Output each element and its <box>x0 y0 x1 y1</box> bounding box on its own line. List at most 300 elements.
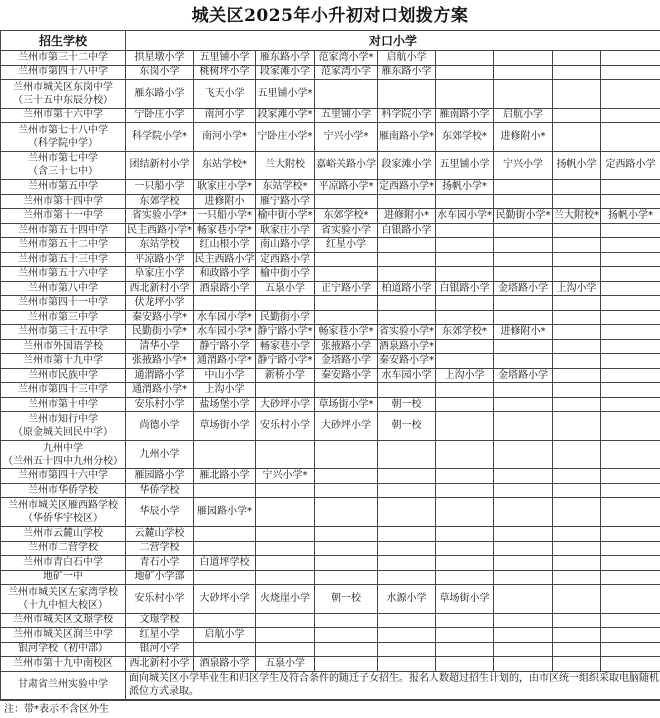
feeder-school: 白银路小学 <box>378 223 436 238</box>
feeder-school <box>601 267 660 282</box>
table-row <box>1 296 660 311</box>
table-row <box>1 642 660 657</box>
feeder-school: 五里铺小学* <box>256 80 315 109</box>
enrolling-school: 兰州市城关区左家湾学校 （十九中恒大校区） <box>1 585 126 614</box>
feeder-school <box>436 383 494 398</box>
feeder-school: 水车园小学* <box>194 310 256 325</box>
feeder-school <box>256 383 315 398</box>
feeder-school <box>601 585 660 614</box>
school-column-header: 招生学校 <box>1 31 126 51</box>
feeder-school: 二营学校 <box>126 541 194 556</box>
feeder-school: 水车园小学 <box>378 368 436 383</box>
feeder-school <box>553 325 601 340</box>
feeder-school <box>315 194 378 209</box>
feeder-school: 华侨学校 <box>126 483 194 498</box>
feeder-school: 秦安路小学* <box>378 354 436 369</box>
feeder-school <box>256 483 315 498</box>
feeder-school <box>378 527 436 542</box>
feeder-school <box>436 238 494 253</box>
feeder-school <box>601 613 660 628</box>
table-row <box>1 180 660 195</box>
feeder-school <box>601 383 660 398</box>
enrolling-school: 兰州市第四十三中学 <box>1 383 126 398</box>
table-row <box>1 123 660 152</box>
feeder-school: 酒泉路小学 <box>194 657 256 672</box>
feeder-school <box>436 397 494 412</box>
feeder-school: 五里铺小学 <box>436 151 494 180</box>
enrolling-school: 兰州市第十四中学 <box>1 194 126 209</box>
feeder-school <box>436 613 494 628</box>
feeder-school <box>494 51 553 66</box>
feeder-school <box>553 354 601 369</box>
table-row <box>1 339 660 354</box>
feeder-school <box>553 65 601 80</box>
feeder-school: 火烧崖小学 <box>256 585 315 614</box>
feeder-school <box>494 541 553 556</box>
feeder-school <box>436 556 494 571</box>
feeder-school: 扬帆小学* <box>436 180 494 195</box>
page-title: 城关区2025年小升初对口划拨方案 <box>0 0 660 30</box>
feeder-school: 平凉路小学 <box>126 252 194 267</box>
feeder-school <box>494 383 553 398</box>
feeder-school <box>601 65 660 80</box>
feeder-school: 定西路小学 <box>256 252 315 267</box>
feeder-school: 榆中街小学* <box>256 209 315 224</box>
feeder-school: 宁卧庄小学* <box>256 123 315 152</box>
feeder-school <box>378 498 436 527</box>
feeder-school <box>378 613 436 628</box>
feeder-school <box>553 642 601 657</box>
feeder-school: 尚德小学 <box>126 412 194 441</box>
enrolling-school: 兰州市第七中学 （含三十七中） <box>1 151 126 180</box>
feeder-school <box>315 498 378 527</box>
feeder-school: 雁东路小学 <box>256 51 315 66</box>
feeder-school <box>494 469 553 484</box>
feeder-school: 耿家庄小学* <box>194 180 256 195</box>
feeder-school: 和政路小学 <box>194 267 256 282</box>
feeder-school: 安乐村小学 <box>256 412 315 441</box>
feeder-school: 雁园路小学* <box>194 498 256 527</box>
footnote: 注：带*表示不含区外生 <box>0 700 660 718</box>
feeder-school <box>494 252 553 267</box>
feeder-school <box>315 483 378 498</box>
feeder-school <box>553 383 601 398</box>
feeder-school: 民主西路小学* <box>126 223 194 238</box>
special-row <box>1 671 660 700</box>
feeder-school <box>436 267 494 282</box>
feeder-school <box>494 585 553 614</box>
feeder-school <box>553 628 601 643</box>
table-row <box>1 527 660 542</box>
feeder-school <box>436 527 494 542</box>
feeder-school: 水源小学 <box>378 585 436 614</box>
enrolling-school: 兰州市城关区雁西路学校 （华侨华宇校区） <box>1 498 126 527</box>
feeder-school: 畅家巷小学* <box>194 223 256 238</box>
feeder-school: 定西路小学 <box>601 151 660 180</box>
feeder-school <box>601 628 660 643</box>
feeder-school <box>378 238 436 253</box>
enrolling-school: 兰州市二营学校 <box>1 541 126 556</box>
header-row <box>1 31 660 51</box>
feeder-school <box>494 238 553 253</box>
feeder-school <box>601 180 660 195</box>
feeder-school <box>494 613 553 628</box>
table-row <box>1 325 660 340</box>
allocation-table <box>0 30 660 700</box>
feeder-school: 拱星墩小学 <box>126 51 194 66</box>
feeder-school <box>553 397 601 412</box>
feeder-school <box>436 65 494 80</box>
table-row <box>1 194 660 209</box>
feeder-column-header: 对口小学 <box>126 31 660 51</box>
feeder-school <box>553 613 601 628</box>
feeder-school: 团结新村小学 <box>126 151 194 180</box>
feeder-school <box>601 397 660 412</box>
enrolling-school: 地矿一中 <box>1 570 126 585</box>
enrolling-school: 兰州市城关区东岗中学 （三十五中东辰分校） <box>1 80 126 109</box>
feeder-school <box>553 223 601 238</box>
feeder-school: 桃树坪小学 <box>194 65 256 80</box>
feeder-school <box>494 483 553 498</box>
feeder-school: 清华小学 <box>126 339 194 354</box>
feeder-school: 东郊学校* <box>436 123 494 152</box>
feeder-school <box>315 296 378 311</box>
feeder-school <box>601 440 660 469</box>
feeder-school: 民勤街小学* <box>126 325 194 340</box>
table-row <box>1 556 660 571</box>
feeder-school <box>553 483 601 498</box>
feeder-school <box>315 642 378 657</box>
feeder-school: 雁宁路小学 <box>256 194 315 209</box>
enrolling-school: 兰州市云麓山学校 <box>1 527 126 542</box>
feeder-school <box>436 252 494 267</box>
table-row <box>1 613 660 628</box>
enrolling-school: 兰州市第八中学 <box>1 281 126 296</box>
feeder-school <box>194 613 256 628</box>
feeder-school <box>553 296 601 311</box>
feeder-school: 静宁路小学 <box>194 339 256 354</box>
feeder-school <box>436 354 494 369</box>
feeder-school: 雁园路小学 <box>126 469 194 484</box>
table-row <box>1 483 660 498</box>
feeder-school <box>256 570 315 585</box>
feeder-school: 文璟学校 <box>126 613 194 628</box>
enrolling-school: 兰州市第五十二中学 <box>1 238 126 253</box>
feeder-school <box>494 412 553 441</box>
feeder-school <box>436 570 494 585</box>
table-row <box>1 354 660 369</box>
feeder-school <box>601 310 660 325</box>
feeder-school: 进修附小* <box>378 209 436 224</box>
feeder-school: 民勤街小学* <box>494 209 553 224</box>
feeder-school <box>378 310 436 325</box>
feeder-school <box>553 541 601 556</box>
enrolling-school: 兰州市第十一中学 <box>1 209 126 224</box>
feeder-school <box>315 252 378 267</box>
feeder-school <box>436 194 494 209</box>
enrolling-school: 银河学校（初中部） <box>1 642 126 657</box>
feeder-school <box>378 483 436 498</box>
feeder-school: 大砂坪小学 <box>194 585 256 614</box>
feeder-school <box>436 469 494 484</box>
feeder-school <box>601 412 660 441</box>
table-row <box>1 267 660 282</box>
feeder-school <box>436 483 494 498</box>
feeder-school: 定西路小学* <box>378 180 436 195</box>
feeder-school: 东郊学校* <box>315 209 378 224</box>
feeder-school <box>315 80 378 109</box>
feeder-school <box>436 657 494 672</box>
feeder-school <box>601 498 660 527</box>
feeder-school: 青石小学 <box>126 556 194 571</box>
feeder-school: 扬帆小学 <box>553 151 601 180</box>
feeder-school <box>553 657 601 672</box>
enrolling-school: 甘肃省兰州实验中学 <box>1 671 126 700</box>
feeder-school: 五泉小学 <box>256 281 315 296</box>
feeder-school <box>494 180 553 195</box>
table-row <box>1 585 660 614</box>
enrolling-school: 兰州市城关区润兰中学 <box>1 628 126 643</box>
feeder-school: 宁兴小学 <box>494 151 553 180</box>
table-row <box>1 412 660 441</box>
feeder-school: 一只船小学* <box>194 209 256 224</box>
feeder-school <box>601 194 660 209</box>
feeder-school: 正宁路小学 <box>315 281 378 296</box>
enrolling-school: 兰州市第三中学 <box>1 310 126 325</box>
feeder-school: 南河小学* <box>194 123 256 152</box>
feeder-school: 酒泉路小学 <box>194 281 256 296</box>
table-row <box>1 80 660 109</box>
feeder-school: 启航小学 <box>378 51 436 66</box>
feeder-school <box>601 483 660 498</box>
enrolling-school: 兰州市第十九中南校区 <box>1 657 126 672</box>
feeder-school: 东站学校* <box>256 180 315 195</box>
feeder-school <box>378 194 436 209</box>
feeder-school <box>194 642 256 657</box>
feeder-school <box>494 310 553 325</box>
feeder-school: 上沟小学 <box>194 383 256 398</box>
feeder-school <box>601 469 660 484</box>
feeder-school <box>194 483 256 498</box>
feeder-school <box>378 80 436 109</box>
feeder-school <box>436 498 494 527</box>
feeder-school <box>494 556 553 571</box>
feeder-school <box>256 628 315 643</box>
feeder-school: 东岗小学 <box>126 65 194 80</box>
feeder-school: 大砂坪小学 <box>315 412 378 441</box>
feeder-school: 金塔路小学 <box>494 281 553 296</box>
feeder-school: 嘉峪关路小学 <box>315 151 378 180</box>
feeder-school: 柏道路小学 <box>378 281 436 296</box>
table-row <box>1 397 660 412</box>
feeder-school: 一只船小学 <box>126 180 194 195</box>
feeder-school <box>553 570 601 585</box>
table-row <box>1 108 660 123</box>
feeder-school: 金塔路小学 <box>494 368 553 383</box>
feeder-school: 水车园小学* <box>194 325 256 340</box>
table-row <box>1 440 660 469</box>
feeder-school <box>194 527 256 542</box>
feeder-school: 雁南路小学* <box>378 123 436 152</box>
table-row <box>1 238 660 253</box>
feeder-school <box>315 613 378 628</box>
feeder-school <box>378 469 436 484</box>
enrolling-school: 兰州市第十中学 <box>1 397 126 412</box>
enrolling-school: 兰州市第三十五中学 <box>1 325 126 340</box>
feeder-school: 云麓山学校 <box>126 527 194 542</box>
feeder-school: 省实验小学* <box>126 209 194 224</box>
feeder-school <box>553 469 601 484</box>
enrolling-school: 兰州市城关区文璟学校 <box>1 613 126 628</box>
feeder-school <box>256 296 315 311</box>
feeder-school <box>553 238 601 253</box>
feeder-school: 秦安路小学* <box>126 310 194 325</box>
feeder-school: 伏龙坪小学 <box>126 296 194 311</box>
feeder-school: 雁北路小学 <box>194 469 256 484</box>
feeder-school <box>601 354 660 369</box>
feeder-school <box>601 281 660 296</box>
feeder-school <box>553 123 601 152</box>
feeder-school <box>553 80 601 109</box>
feeder-school <box>436 642 494 657</box>
feeder-school <box>256 613 315 628</box>
feeder-school: 中山小学 <box>194 368 256 383</box>
feeder-school <box>315 570 378 585</box>
table-row <box>1 570 660 585</box>
feeder-school: 畅家巷小学 <box>256 339 315 354</box>
feeder-school: 地矿小学部 <box>126 570 194 585</box>
feeder-school: 南山路小学 <box>256 238 315 253</box>
admission-description: 面向城关区小学毕业生和归区学生及符合条件的随迁子女招生。报名人数超过招生计划的，由市区统一组织采取电脑随机派位方式录取。 <box>126 671 660 700</box>
enrolling-school: 兰州市民族中学 <box>1 368 126 383</box>
feeder-school <box>601 238 660 253</box>
enrolling-school: 兰州市第三十二中学 <box>1 51 126 66</box>
feeder-school <box>378 570 436 585</box>
feeder-school: 范家湾小学 <box>315 65 378 80</box>
feeder-school: 科学院小学* <box>126 123 194 152</box>
feeder-school <box>601 51 660 66</box>
feeder-school: 张掖路小学* <box>126 354 194 369</box>
feeder-school <box>553 368 601 383</box>
feeder-school <box>315 310 378 325</box>
table-row <box>1 252 660 267</box>
enrolling-school: 兰州市第七十八中学 （科学院中学） <box>1 123 126 152</box>
feeder-school: 安乐村小学 <box>126 585 194 614</box>
feeder-school <box>494 354 553 369</box>
enrolling-school: 兰州市第十九中学 <box>1 354 126 369</box>
feeder-school: 扬帆小学* <box>601 209 660 224</box>
feeder-school: 酒泉路小学* <box>378 339 436 354</box>
enrolling-school: 兰州市第十六中学 <box>1 108 126 123</box>
feeder-school <box>315 440 378 469</box>
table-row <box>1 65 660 80</box>
feeder-school: 五里铺小学 <box>194 51 256 66</box>
feeder-school <box>553 51 601 66</box>
enrolling-school: 兰州市知行中学 （原金城关回民中学） <box>1 412 126 441</box>
feeder-school: 西北新村小学 <box>126 281 194 296</box>
feeder-school <box>553 180 601 195</box>
feeder-school: 省实验小学* <box>378 325 436 340</box>
feeder-school: 畅家巷小学* <box>315 325 378 340</box>
feeder-school <box>194 541 256 556</box>
feeder-school <box>601 123 660 152</box>
feeder-school: 草场街小学* <box>315 397 378 412</box>
enrolling-school: 兰州市第五十三中学 <box>1 252 126 267</box>
enrolling-school: 兰州市第五中学 <box>1 180 126 195</box>
table-row <box>1 281 660 296</box>
feeder-school: 朝一校 <box>315 585 378 614</box>
feeder-school: 盐场堡小学 <box>194 397 256 412</box>
feeder-school: 科学院小学 <box>378 108 436 123</box>
feeder-school <box>315 628 378 643</box>
feeder-school <box>315 469 378 484</box>
feeder-school: 华辰小学 <box>126 498 194 527</box>
feeder-school <box>601 296 660 311</box>
feeder-school: 大砂坪小学 <box>256 397 315 412</box>
feeder-school <box>601 252 660 267</box>
feeder-school: 朝一校 <box>378 397 436 412</box>
feeder-school: 静宁路小学* <box>256 354 315 369</box>
feeder-school: 银河小学 <box>126 642 194 657</box>
feeder-school: 东站学校* <box>194 151 256 180</box>
feeder-school: 民勤街小学 <box>256 310 315 325</box>
feeder-school: 朝一校 <box>378 412 436 441</box>
feeder-school <box>256 498 315 527</box>
feeder-school: 张掖路小学 <box>315 339 378 354</box>
feeder-school <box>553 310 601 325</box>
feeder-school: 进修附小 <box>194 194 256 209</box>
feeder-school <box>378 628 436 643</box>
feeder-school: 秦安路小学 <box>315 368 378 383</box>
feeder-school <box>601 80 660 109</box>
feeder-school: 雁南路小学 <box>436 108 494 123</box>
feeder-school <box>494 570 553 585</box>
feeder-school <box>315 541 378 556</box>
feeder-school <box>553 194 601 209</box>
feeder-school: 进修附小* <box>494 123 553 152</box>
feeder-school <box>436 541 494 556</box>
table-row <box>1 383 660 398</box>
feeder-school: 金塔路小学 <box>315 354 378 369</box>
feeder-school <box>601 339 660 354</box>
feeder-school: 新桥小学 <box>256 368 315 383</box>
feeder-school: 省实验小学 <box>315 223 378 238</box>
feeder-school <box>436 412 494 441</box>
feeder-school <box>553 267 601 282</box>
feeder-school: 草场街小学 <box>436 585 494 614</box>
feeder-school: 雁东路小学 <box>378 65 436 80</box>
table-row <box>1 310 660 325</box>
feeder-school: 九州小学 <box>126 440 194 469</box>
feeder-school: 东郊学校 <box>126 194 194 209</box>
feeder-school: 段家滩小学* <box>256 108 315 123</box>
table-row <box>1 51 660 66</box>
feeder-school <box>494 642 553 657</box>
feeder-school <box>601 657 660 672</box>
enrolling-school: 兰州市第四十六中学 <box>1 469 126 484</box>
feeder-school <box>601 556 660 571</box>
feeder-school <box>436 440 494 469</box>
feeder-school: 水车园小学* <box>436 209 494 224</box>
enrolling-school: 九州中学 （兰州五十四中九州分校） <box>1 440 126 469</box>
feeder-school <box>553 108 601 123</box>
table-row <box>1 368 660 383</box>
feeder-school <box>494 628 553 643</box>
feeder-school: 静宁路小学* <box>256 325 315 340</box>
feeder-school <box>553 252 601 267</box>
feeder-school <box>553 339 601 354</box>
feeder-school: 东郊学校* <box>436 325 494 340</box>
